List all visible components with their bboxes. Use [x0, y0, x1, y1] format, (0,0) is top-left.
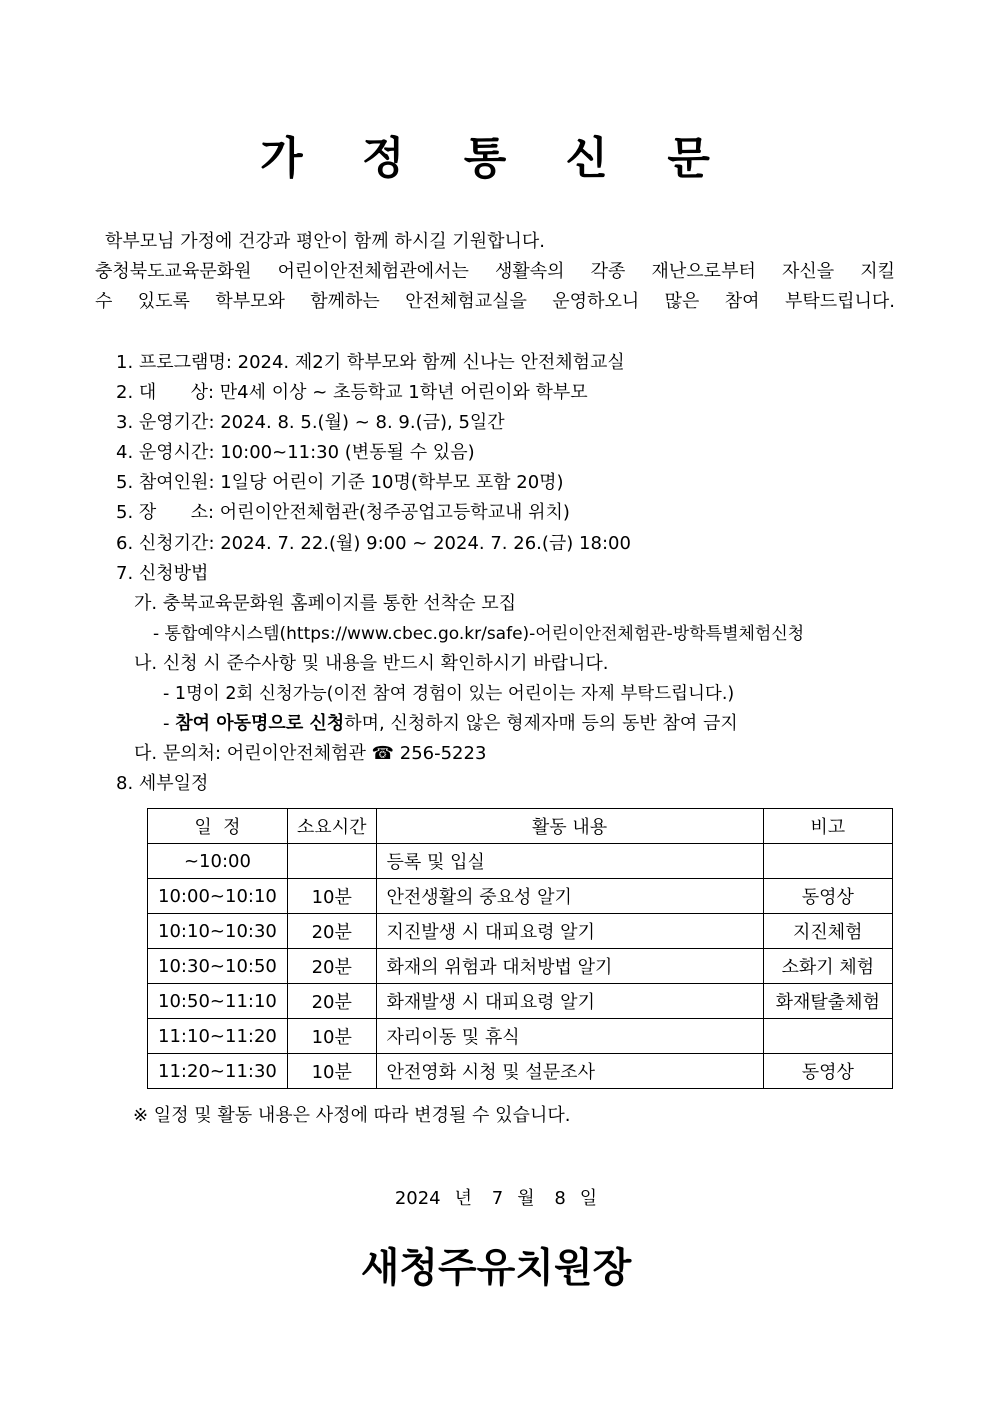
- table-row: [148, 879, 893, 914]
- item-method-a: 가. 충북교육문화원 홈페이지를 통한 선착순 모집: [134, 593, 517, 614]
- schedule-table: [147, 808, 893, 1089]
- dash: -: [163, 713, 176, 734]
- note-cell: 동영상: [763, 1054, 892, 1089]
- time-cell: 11:10~11:20: [148, 1019, 288, 1054]
- item-target: 2. 대 상: 만4세 이상 ~ 초등학교 1학년 어린이와 학부모: [116, 382, 588, 403]
- activity-cell: 화재의 위험과 대처방법 알기: [376, 949, 763, 984]
- item-schedule: 8. 세부일정: [116, 773, 209, 794]
- header-cell: 일 정: [148, 809, 288, 844]
- time-cell: 10:10~10:30: [148, 914, 288, 949]
- phone-number: 256-5223: [394, 743, 487, 764]
- duration-cell: 20분: [287, 949, 376, 984]
- item-period: 3. 운영기간: 2024. 8. 5.(월) ~ 8. 9.(금), 5일간: [116, 412, 505, 433]
- table-row: [148, 1019, 893, 1054]
- item-hours: 4. 운영시간: 10:00~11:30 (변동될 수 있음): [116, 442, 475, 463]
- header-cell: 비고: [763, 809, 892, 844]
- note-cell: 소화기 체험: [763, 949, 892, 984]
- item-location: 5. 장 소: 어린이안전체험관(청주공업고등학교내 위치): [116, 502, 570, 523]
- intro-line-1: 학부모님 가정에 건강과 평안이 함께 하시길 기원합니다.: [105, 231, 545, 252]
- duration-cell: [287, 844, 376, 879]
- item-application-method: 7. 신청방법: [116, 563, 209, 584]
- date-month: 7: [491, 1188, 504, 1209]
- duration-cell: 20분: [287, 914, 376, 949]
- rest-text: 하며, 신청하지 않은 형제자매 등의 동반 참여 금지: [344, 713, 738, 734]
- activity-cell: 안전영화 시청 및 설문조사: [376, 1054, 763, 1089]
- intro-line-2: 충청북도교육문화원 어린이안전체험관에서는 생활속의 각종 재난으로부터 자신을 지킬: [95, 261, 895, 282]
- note-cell: [763, 1019, 892, 1054]
- item-contact: [134, 742, 486, 766]
- duration-cell: 10분: [287, 1054, 376, 1089]
- time-cell: 11:20~11:30: [148, 1054, 288, 1089]
- table-header-row: [148, 809, 893, 844]
- item-method-a-link: - 통합예약시스템(https://www.cbec.go.kr/safe)-어린이안전체험관-방학특별체험신청: [153, 624, 805, 644]
- date-day: 8: [554, 1188, 566, 1209]
- time-cell: 10:30~10:50: [148, 949, 288, 984]
- activity-cell: 자리이동 및 휴식: [376, 1019, 763, 1054]
- duration-cell: 10분: [287, 1019, 376, 1054]
- note-cell: 화재탈출체험: [763, 984, 892, 1019]
- header-cell: 소요시간: [287, 809, 376, 844]
- note-cell: 동영상: [763, 879, 892, 914]
- activity-cell: 등록 및 입실: [376, 844, 763, 879]
- date-day-unit: 일: [579, 1188, 598, 1209]
- activity-cell: 지진발생 시 대피요령 알기: [376, 914, 763, 949]
- table-row: [148, 914, 893, 949]
- item-application-period: 6. 신청기간: 2024. 7. 22.(월) 9:00 ~ 2024. 7. 26.(금) 18:00: [116, 533, 631, 554]
- emphasis-text: 참여 아동명으로 신청: [175, 713, 345, 734]
- time-cell: ~10:00: [148, 844, 288, 879]
- table-row: [148, 844, 893, 879]
- table-row: [148, 984, 893, 1019]
- date-year: 2024: [394, 1188, 441, 1209]
- duration-cell: 20분: [287, 984, 376, 1019]
- duration-cell: 10분: [287, 879, 376, 914]
- contact-text: 다. 문의처: 어린이안전체험관: [134, 743, 372, 764]
- document-title: 가 정 통 신 문: [260, 133, 732, 184]
- table-row: [148, 949, 893, 984]
- note-cell: 지진체험: [763, 914, 892, 949]
- phone-icon: ☎: [371, 743, 395, 764]
- item-program-name: 1. 프로그램명: 2024. 제2기 학부모와 함께 신나는 안전체험교실: [116, 352, 625, 373]
- issue-date: [0, 1184, 992, 1210]
- date-month-unit: 월: [517, 1188, 535, 1209]
- item-method-b-2: [163, 712, 738, 736]
- header-cell: 활동 내용: [376, 809, 763, 844]
- activity-cell: 안전생활의 중요성 알기: [376, 879, 763, 914]
- note-cell: [763, 844, 892, 879]
- time-cell: 10:00~10:10: [148, 879, 288, 914]
- item-participants: 5. 참여인원: 1일당 어린이 기준 10명(학부모 포함 20명): [116, 472, 564, 493]
- activity-cell: 화재발생 시 대피요령 알기: [376, 984, 763, 1019]
- item-method-b: 나. 신청 시 준수사항 및 내용을 반드시 확인하시기 바랍니다.: [134, 653, 609, 674]
- signature: 새청주유치원장: [360, 1245, 632, 1291]
- time-cell: 10:50~11:10: [148, 984, 288, 1019]
- schedule-note: ※ 일정 및 활동 내용은 사정에 따라 변경될 수 있습니다.: [133, 1105, 571, 1126]
- date-year-unit: 년: [454, 1188, 473, 1209]
- table-row: [148, 1054, 893, 1089]
- item-method-b-1: - 1명이 2회 신청가능(이전 참여 경험이 있는 어린이는 자제 부탁드립니다.): [163, 684, 735, 704]
- intro-line-3: 수 있도록 학부모와 함께하는 안전체험교실을 운영하오니 많은 참여 부탁드립니다.: [95, 291, 895, 312]
